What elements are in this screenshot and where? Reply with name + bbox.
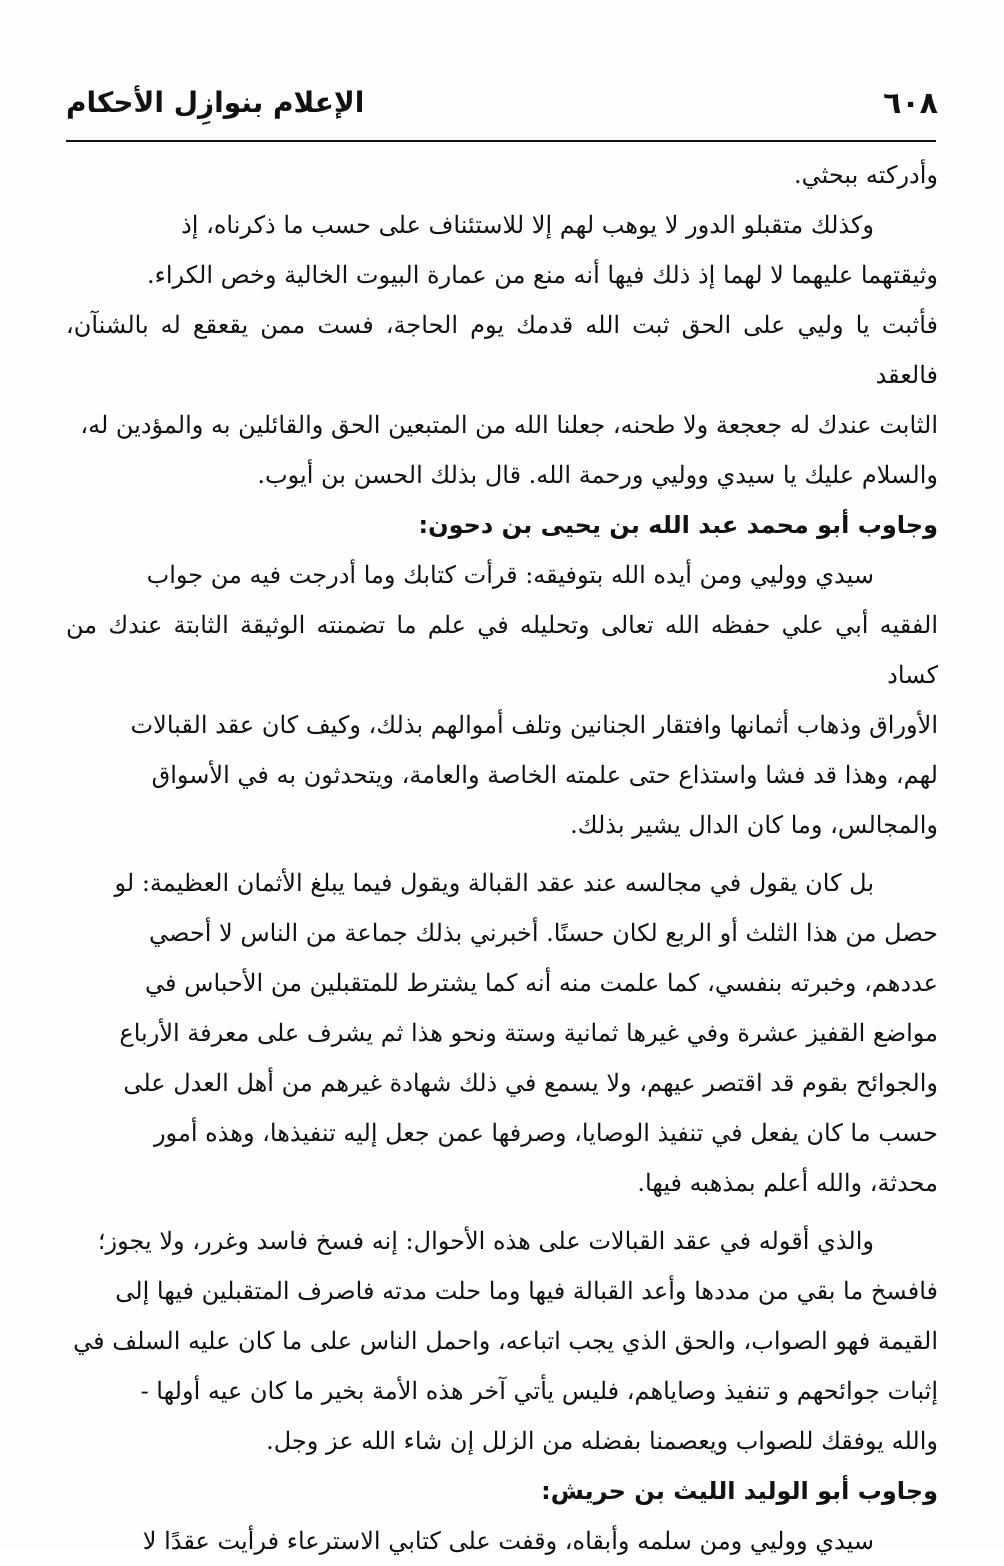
- text-line: لهم، وهذا قد فشا واستذاع حتى علمته الخاصة والعامة، ويتحدثون به في الأسواق: [151, 761, 938, 789]
- text-line: القيمة فهو الصواب، والحق الذي يجب اتباعه، واحمل الناس على ما كان عليه السلف في: [73, 1327, 938, 1355]
- text-line: فافسخ ما بقي من مددها وأعد القبالة فيها وما حلت مدته فاصرف المتقبلين فيها إلى: [115, 1277, 938, 1305]
- text-line: والسلام عليك يا سيدي ووليي ورحمة الله. قال بذلك الحسن بن أيوب.: [257, 461, 938, 489]
- text-line: الثابت عندك له جعجعة ولا طحنه، جعلنا الله من المتبعين الحق والقائلين به والمؤدين له،: [80, 411, 938, 439]
- paragraph-gap: [66, 1208, 938, 1216]
- text-line: فأثبت يا وليي على الحق ثبت الله قدمك يوم الحاجة، فست ممن يقعقع له بالشنآن، فالعقد: [66, 311, 938, 389]
- text-line: وكذلك متقبلو الدور لا يوهب لهم إلا للاستئناف على حسب ما ذكرناه، إذ: [181, 211, 874, 239]
- page-header: [66, 86, 938, 138]
- page-number: ٦٠٨: [883, 86, 938, 121]
- text-line: حصل من هذا الثلث أو الربع لكان حسنًا. أخبرني بذلك جماعة من الناس لا أحصي: [149, 919, 938, 947]
- text-line: بل كان يقول في مجالسه عند عقد القبالة ويقول فيما يبلغ الأثمان العظيمة: لو: [114, 869, 874, 897]
- text-line: سيدي ووليي ومن سلمه وأبقاه، وقفت على كتابي الاسترعاء فرأيت عقدًا لا: [142, 1527, 874, 1555]
- text-line: والذي أقوله في عقد القبالات على هذه الأحوال: إنه فسخ فاسد وغرر، ولا يجوز؛: [97, 1227, 874, 1255]
- running-title: الإعلام بنوازِل الأحكام: [66, 86, 365, 119]
- text-line: الفقيه أبي علي حفظه الله تعالى وتحليله في علم ما تضمنته الوثيقة الثابتة عندك من كساد: [66, 611, 938, 689]
- text-line: عددهم، وخبرته بنفسي، كما علمت منه أنه كما يشترط للمتقبلين من الأحباس في: [145, 969, 938, 997]
- text-line: سيدي ووليي ومن أيده الله بتوفيقه: قرأت كتابك وما أدرجت فيه من جواب: [146, 561, 874, 589]
- text-line: والمجالس، وما كان الدال يشير بذلك.: [570, 811, 938, 839]
- body-text: [66, 150, 938, 1566]
- text-line: مواضع القفيز عشرة وفي غيرها ثمانية وستة ونحو هذا ثم يشرف على معرفة الأرباع: [119, 1019, 938, 1047]
- text-line: وأدركته ببحثي.: [794, 161, 938, 189]
- text-line: حسب ما كان يفعل في تنفيذ الوصايا، وصرفها عمن جعل إليه تنفيذها، وهذه أمور: [153, 1119, 938, 1147]
- text-line: الأوراق وذهاب أثمانها وافتقار الجنانين وتلف أموالهم بذلك، وكيف كان عقد القبالات: [130, 711, 938, 739]
- text-line: والله يوفقك للصواب ويعصمنا بفضله من الزلل إن شاء الله عز وجل.: [266, 1427, 938, 1455]
- paragraph-gap: [66, 850, 938, 858]
- text-line: إثبات جوائحهم و تنفيذ وصاياهم، فليس يأتي آخر هذه الأمة بخير ما كان عيه أولها -: [140, 1377, 938, 1405]
- text-line: وثيقتهما عليهما لا لهما إذ ذلك فيها أنه منع من عمارة البيوت الخالية وخص الكراء.: [146, 261, 938, 289]
- text-line: والجوائح بقوم قد اقتصر عيهم، ولا يسمع في ذلك شهادة غيرهم من أهل العدل على: [123, 1069, 938, 1097]
- text-line: محدثة، والله أعلم بمذهبه فيها.: [637, 1169, 938, 1197]
- section-heading: وجاوب أبو محمد عبد الله بن يحيى بن دحون:: [418, 511, 938, 539]
- header-divider: [66, 140, 936, 142]
- section-heading: وجاوب أبو الوليد الليث بن حريش:: [541, 1477, 938, 1505]
